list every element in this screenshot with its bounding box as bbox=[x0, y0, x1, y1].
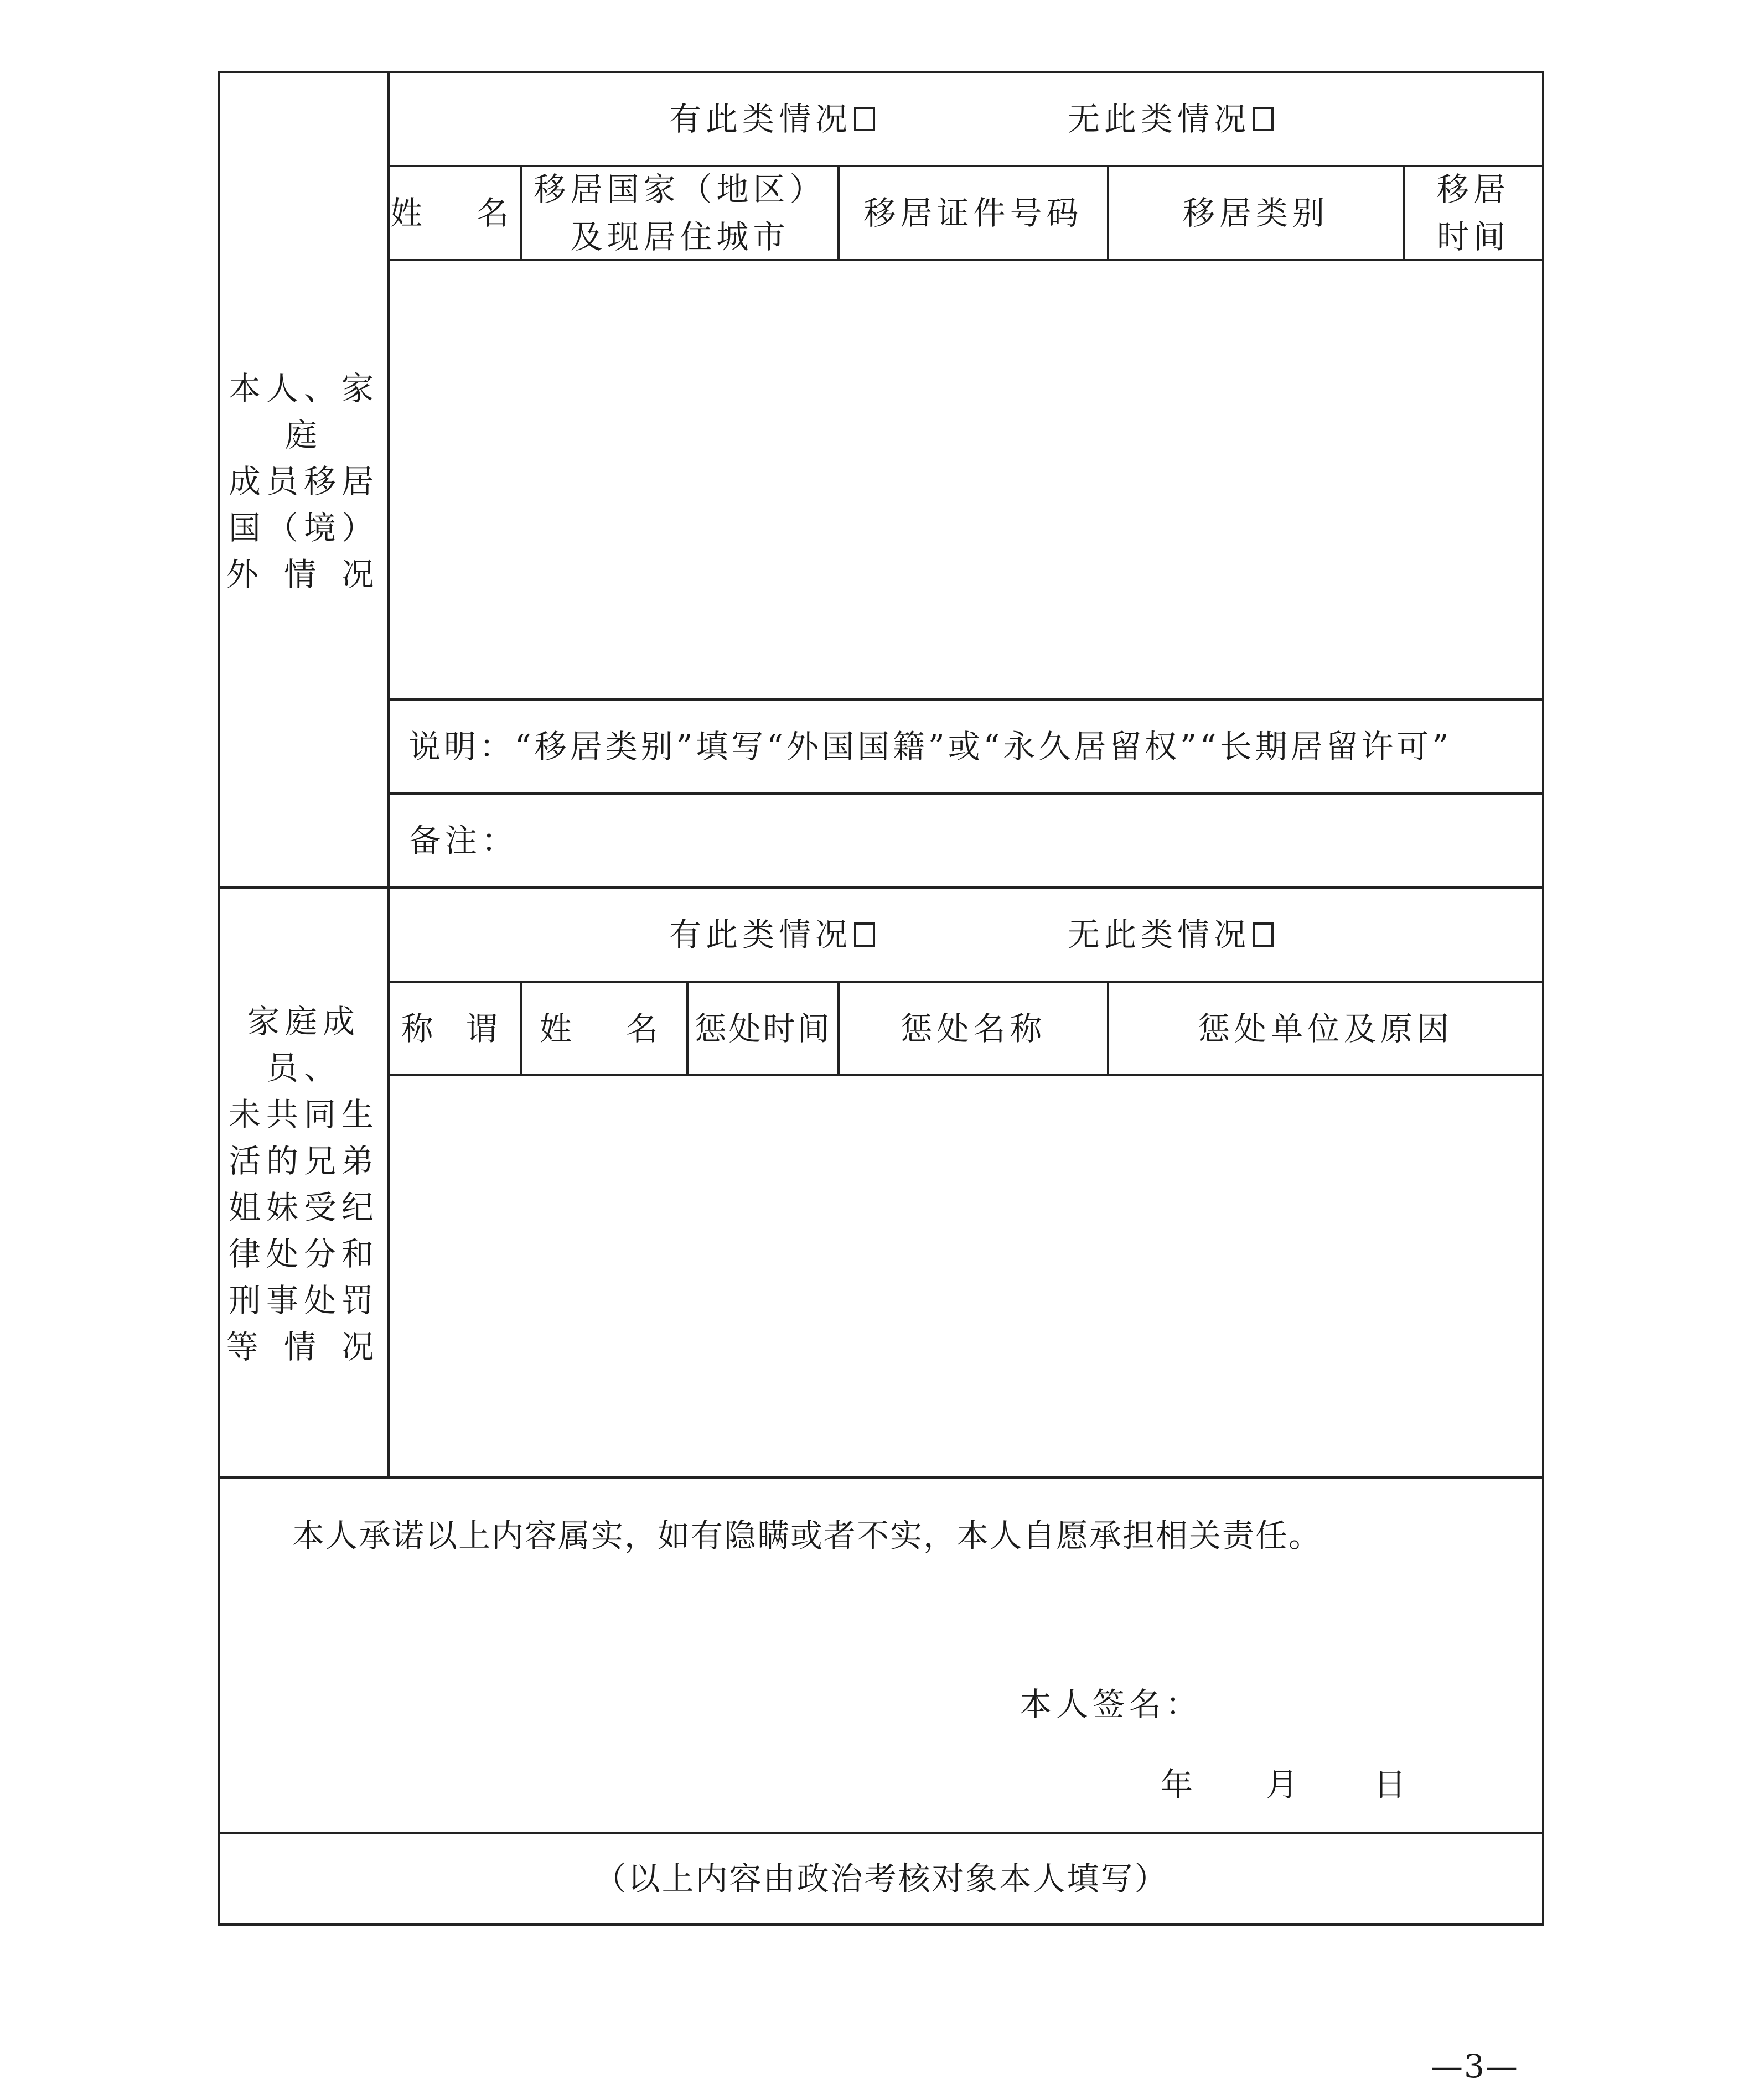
section1-label-line-4: 外 情 况 bbox=[226, 556, 382, 593]
section1-note: 说明：“移居类别”填写“外国国籍”或“永久居留权”“长期居留许可” bbox=[408, 728, 1452, 765]
section1-none-option-label: 无此类情况 bbox=[1067, 100, 1250, 138]
none-checkbox-icon[interactable] bbox=[1253, 922, 1274, 947]
section2-none-option-label: 无此类情况 bbox=[1067, 916, 1250, 953]
section2-has-option[interactable] bbox=[653, 889, 891, 981]
page-number: —3— bbox=[1431, 2047, 1519, 2085]
section2-label-line-6: 刑事处罚 bbox=[228, 1282, 379, 1319]
section2-label-line-1: 家庭成员、 bbox=[247, 1003, 360, 1087]
section2-data-area[interactable] bbox=[390, 1076, 1542, 1476]
signature-label: 本人签名： bbox=[1020, 1686, 1203, 1723]
section1-has-option[interactable] bbox=[653, 73, 891, 165]
header-punish-time: 惩处时间 bbox=[694, 1009, 832, 1048]
section2-label bbox=[220, 1003, 387, 1366]
section1-label-line-2: 成员移居 bbox=[228, 463, 379, 500]
section2-label-line-2: 未共同生 bbox=[228, 1096, 379, 1133]
header-punish-title: 惩处名称 bbox=[900, 1009, 1047, 1048]
none-checkbox-icon[interactable] bbox=[1253, 107, 1274, 131]
section2-has-option-label: 有此类情况 bbox=[669, 916, 852, 953]
signature-area[interactable] bbox=[1196, 1679, 1505, 1729]
header-country-line2: 及现居住城市 bbox=[570, 218, 790, 256]
header-category: 移居类别 bbox=[1182, 194, 1329, 232]
header-country-line1: 移居国家（地区） bbox=[534, 170, 826, 208]
section2-label-line-5: 律处分和 bbox=[228, 1235, 379, 1273]
has-checkbox-icon[interactable] bbox=[854, 922, 875, 947]
section2-label-line-4: 姐妹受纪 bbox=[228, 1189, 379, 1226]
section1-none-option[interactable] bbox=[1052, 73, 1290, 165]
date-day: 日 bbox=[1373, 1766, 1410, 1803]
header-name-2: 姓 名 bbox=[539, 1009, 669, 1048]
section1-data-area[interactable] bbox=[390, 261, 1542, 698]
header-time-line2: 时间 bbox=[1436, 218, 1510, 256]
header-name: 姓 名 bbox=[390, 194, 520, 232]
section2-none-option[interactable] bbox=[1052, 889, 1290, 981]
header-time-line1: 移居 bbox=[1436, 170, 1510, 208]
date-month: 月 bbox=[1265, 1766, 1302, 1803]
header-punish-unit-reason: 惩处单位及原因 bbox=[1197, 1009, 1453, 1048]
date-year: 年 bbox=[1160, 1766, 1197, 1803]
commitment-statement: 本人承诺以上内容属实，如有隐瞒或者不实，本人自愿承担相关责任。 bbox=[292, 1517, 1322, 1554]
section1-label-line-3: 国（境） bbox=[228, 509, 379, 547]
section1-label-line-1: 本人、家庭 bbox=[228, 370, 379, 454]
section2-label-line-7: 等 情 况 bbox=[226, 1328, 382, 1366]
header-relation: 称 谓 bbox=[401, 1009, 509, 1048]
has-checkbox-icon[interactable] bbox=[854, 107, 875, 131]
section1-remark[interactable]: 备注： bbox=[408, 822, 519, 859]
header-country bbox=[522, 167, 837, 259]
section1-has-option-label: 有此类情况 bbox=[669, 100, 852, 138]
section2-label-line-3: 活的兄弟 bbox=[228, 1142, 379, 1180]
footer-note: （以上内容由政治考核对象本人填写） bbox=[594, 1860, 1168, 1897]
header-cert-no: 移居证件号码 bbox=[863, 194, 1083, 232]
header-time bbox=[1405, 167, 1542, 259]
section1-label bbox=[220, 370, 387, 593]
